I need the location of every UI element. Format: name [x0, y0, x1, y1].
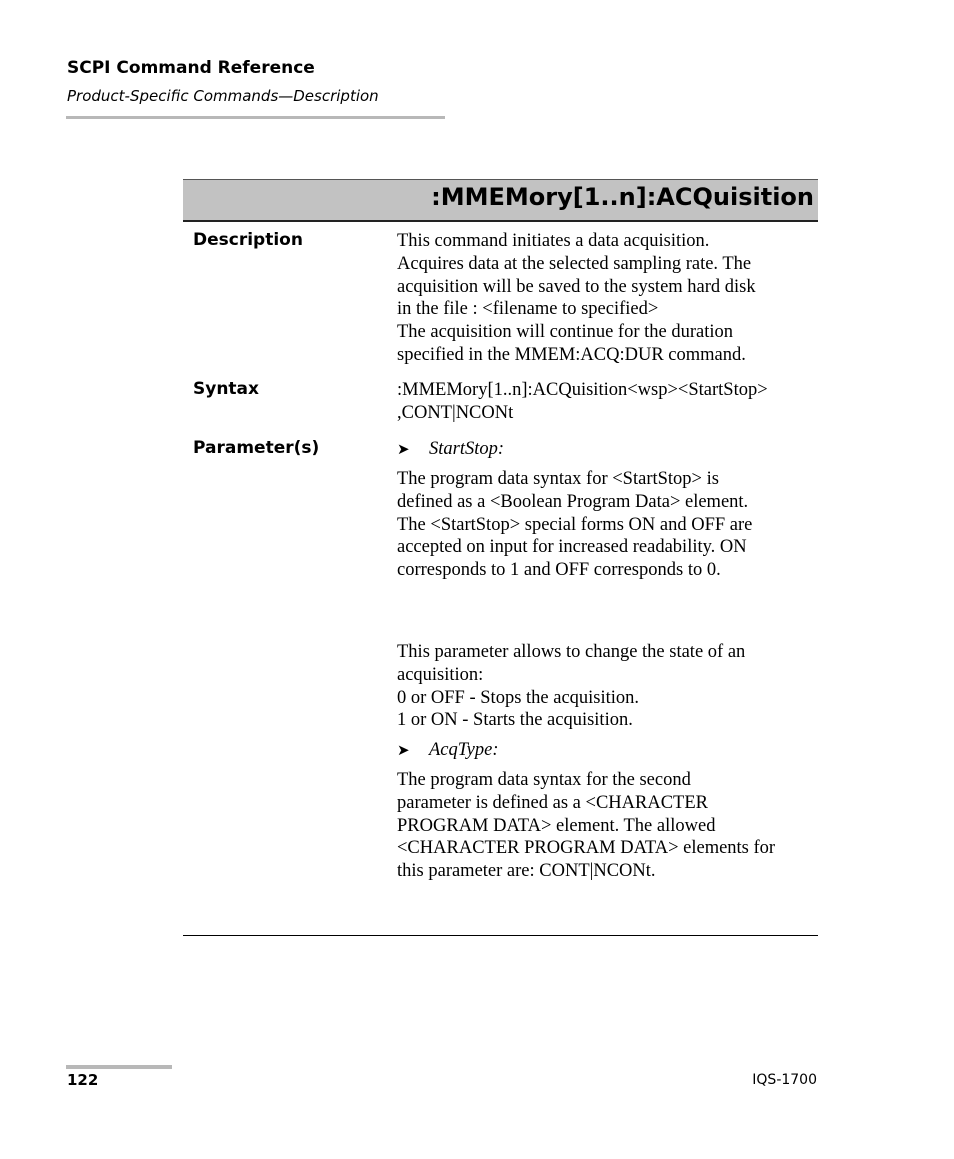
syntax-text: [397, 379, 817, 425]
footer-rule: [66, 1065, 172, 1069]
page-number: 122: [67, 1071, 99, 1089]
arrow-bullet-icon: ➤: [397, 440, 410, 458]
param-line: The program data syntax for the second: [397, 770, 691, 790]
description-text: [397, 230, 817, 367]
product-name: IQS-1700: [752, 1072, 817, 1088]
description-line: This command initiates a data acquisition.: [397, 231, 710, 251]
param-line: parameter is defined as a <CHARACTER: [397, 792, 708, 813]
param-startstop-state-text: [397, 641, 817, 732]
description-line: acquisition will be saved to the system hard disk: [397, 276, 756, 297]
param-line: The <StartStop> special forms ON and OFF are: [397, 514, 753, 535]
param-startstop-text: [397, 468, 817, 582]
param-acqtype-heading: [397, 739, 499, 762]
parameters-label: Parameter(s): [193, 438, 320, 458]
command-title-bar: [183, 179, 818, 222]
description-label: Description: [193, 230, 303, 250]
param-line: <CHARACTER PROGRAM DATA> elements for: [397, 838, 776, 859]
syntax-line: :MMEMory[1..n]:ACQuisition<wsp><StartStop>: [397, 380, 768, 400]
arrow-bullet-icon: ➤: [397, 741, 410, 759]
param-line: defined as a <Boolean Program Data> element.: [397, 491, 749, 512]
param-line: The program data syntax for <StartStop> is: [397, 469, 719, 489]
param-line: PROGRAM DATA> element. The allowed: [397, 815, 716, 836]
description-line: specified in the MMEM:ACQ:DUR command.: [397, 344, 746, 365]
description-line: Acquires data at the selected sampling rate. The: [397, 253, 752, 274]
param-line: 0 or OFF - Stops the acquisition.: [397, 687, 640, 708]
description-line: in the file : <filename to specified>: [397, 299, 659, 320]
section-end-rule: [183, 935, 818, 936]
param-startstop-heading: [397, 438, 504, 461]
param-line: this parameter are: CONT|NCONt.: [397, 861, 656, 882]
command-name: :MMEMory[1..n]:ACQuisition: [431, 183, 814, 211]
running-header-title: SCPI Command Reference: [67, 58, 315, 78]
param-name: StartStop:: [429, 439, 505, 459]
param-line: accepted on input for increased readability. ON: [397, 537, 747, 558]
header-rule: [66, 116, 445, 119]
param-name: AcqType:: [429, 740, 499, 760]
param-acqtype-text: [397, 769, 817, 883]
param-line: acquisition:: [397, 664, 484, 685]
param-line: corresponds to 1 and OFF corresponds to 0.: [397, 560, 721, 581]
running-header-subtitle: Product-Specific Commands—Description: [67, 87, 379, 105]
syntax-label: Syntax: [193, 379, 259, 399]
param-line: This parameter allows to change the state of an: [397, 642, 746, 662]
description-line: The acquisition will continue for the duration: [397, 322, 733, 343]
param-line: 1 or ON - Starts the acquisition.: [397, 710, 633, 731]
syntax-line: ,CONT|NCONt: [397, 402, 514, 423]
